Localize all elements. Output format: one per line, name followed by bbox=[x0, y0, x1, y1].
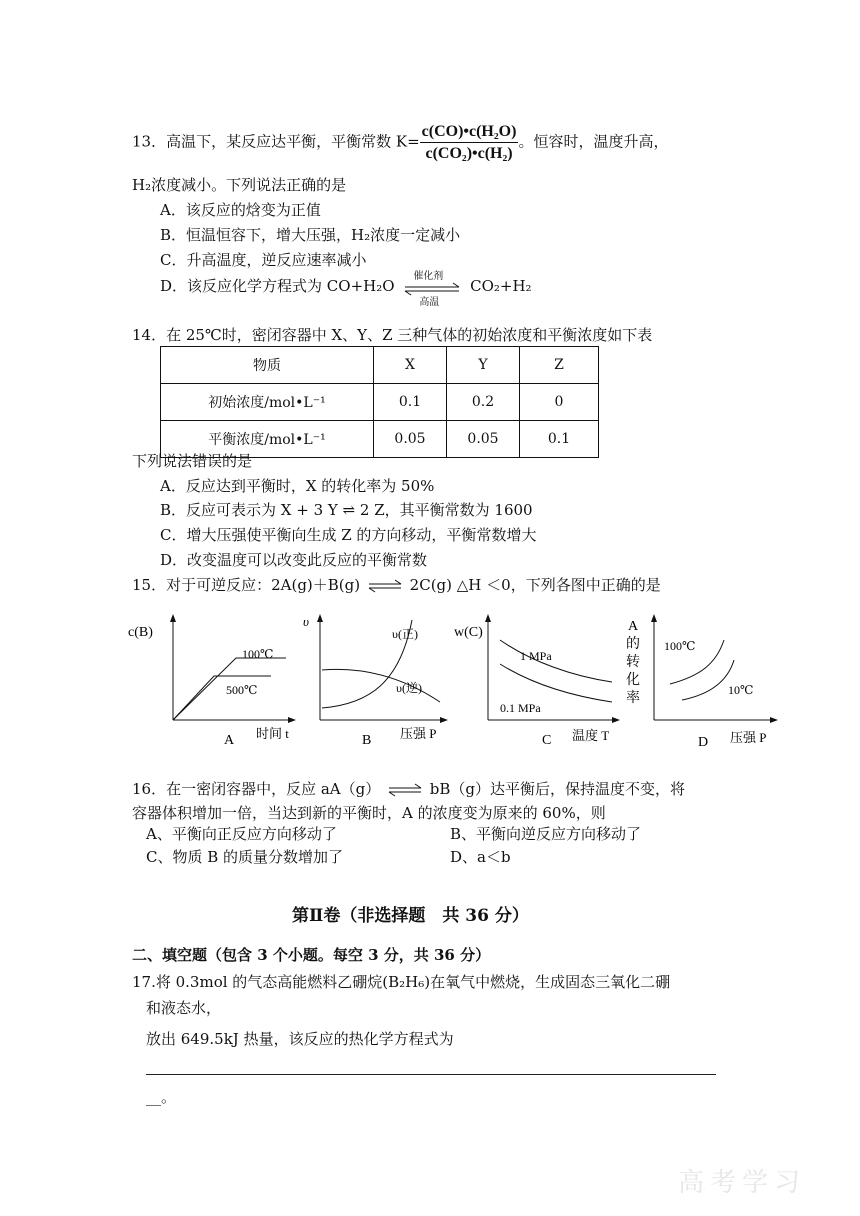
graph-b-curve2: υ(逆) bbox=[396, 681, 422, 695]
curve-1mpa bbox=[500, 640, 612, 682]
q14-option-a: A．反应达到平衡时，X 的转化率为 50% bbox=[160, 477, 435, 495]
q16-option-a: A、平衡向正反应方向移动了 bbox=[146, 825, 337, 843]
graph-c-xlabel: 温度 T bbox=[572, 728, 610, 743]
q15-stem-b: 2C(g) △H ＜0，下列各图中正确的是 bbox=[409, 576, 661, 594]
table-cell: 0.2 bbox=[447, 384, 520, 421]
q16-line1-b: bB（g）达平衡后，保持温度不变，将 bbox=[429, 780, 686, 798]
table-header: 物质 bbox=[161, 347, 374, 384]
table-cell: 0.1 bbox=[520, 421, 599, 458]
graph-d-ylabel: 率 bbox=[626, 691, 640, 706]
graph-a-ylabel: c(B) bbox=[128, 625, 153, 640]
q13-d-text: D．该反应化学方程式为 CO+H₂O bbox=[160, 277, 395, 295]
table-header: X bbox=[374, 347, 447, 384]
answer-blank-line bbox=[146, 1074, 716, 1075]
graph-d-letter: D bbox=[698, 735, 709, 750]
q14-option-b: B．反应可表示为 X + 3 Y ⇌ 2 Z，其平衡常数为 1600 bbox=[160, 501, 533, 519]
section-subtitle: 二、填空题（包含 3 个小题。每空 3 分，共 36 分） bbox=[132, 946, 491, 964]
graph-b-ylabel: υ bbox=[303, 614, 309, 629]
curve-0.1mpa bbox=[500, 664, 612, 702]
catalyst-label: 催化剂 bbox=[413, 271, 444, 282]
graph-d-ylabel: A bbox=[628, 619, 639, 634]
graph-c-curve1: 1 MPa bbox=[520, 649, 552, 663]
graph-c-letter: C bbox=[542, 733, 552, 748]
q13-stem bbox=[132, 122, 668, 163]
fraction-numerator: c(CO)•c(H₂O) bbox=[420, 122, 519, 143]
table-header-row bbox=[161, 347, 599, 384]
section-title: 第Ⅱ卷（非选择题 共 36 分） bbox=[292, 906, 529, 926]
graph-c bbox=[452, 612, 622, 752]
table-row bbox=[161, 384, 599, 421]
reversible-arrow-icon bbox=[365, 579, 405, 593]
table-cell: 0.05 bbox=[447, 421, 520, 458]
table-header: Z bbox=[520, 347, 599, 384]
q13-prefix: 13．高温下，某反应达平衡，平衡常数 K= bbox=[132, 132, 420, 151]
q13-option-d bbox=[160, 271, 532, 308]
q14-after: 下列说法错误的是 bbox=[132, 452, 253, 470]
q17-line3: 放出 649.5kJ 热量，该反应的热化学方程式为 bbox=[146, 1030, 454, 1048]
graph-a-letter: A bbox=[224, 733, 235, 748]
q13-option-b: B．恒温恒容下，增大压强，H₂浓度一定减小 bbox=[160, 226, 461, 244]
x-axis-arrow bbox=[288, 717, 296, 723]
q17-line1: 17.将 0.3mol 的气态高能燃料乙硼烷(B₂H₆)在氧气中燃烧，生成固态三氧化二硼 bbox=[132, 973, 671, 991]
q15-stem bbox=[132, 576, 661, 594]
reversible-arrow-icon bbox=[385, 783, 425, 797]
graph-d-ylabel: 转 bbox=[626, 655, 640, 670]
table-header: Y bbox=[447, 347, 520, 384]
q16-line1 bbox=[132, 780, 685, 798]
table-cell: 初始浓度/mol•L⁻¹ bbox=[161, 384, 374, 421]
reversible-arrow-with-conditions bbox=[399, 271, 465, 308]
graph-d-curve1: 100℃ bbox=[664, 639, 696, 653]
graph-a-curve1: 100℃ bbox=[242, 647, 274, 661]
q13-d-products: CO₂+H₂ bbox=[470, 277, 532, 295]
q13-option-c: C．升高温度，逆反应速率减小 bbox=[160, 251, 367, 269]
graph-b-xlabel: 压强 P bbox=[400, 726, 437, 741]
table-cell: 平衡浓度/mol•L⁻¹ bbox=[161, 421, 374, 458]
graph-b bbox=[300, 612, 450, 752]
graph-a-curve2: 500℃ bbox=[226, 683, 258, 697]
fraction-denominator: c(CO₂)•c(H₂) bbox=[425, 145, 513, 163]
q14-option-c: C．增大压强使平衡向生成 Z 的方向移动，平衡常数增大 bbox=[160, 526, 537, 544]
q15-stem-a: 15．对于可逆反应：2A(g)＋B(g) bbox=[132, 576, 361, 594]
table-cell: 0 bbox=[520, 384, 599, 421]
table-cell: 0.05 bbox=[374, 421, 447, 458]
q14-stem: 14．在 25℃时，密闭容器中 X、Y、Z 三种气体的初始浓度和平衡浓度如下表 bbox=[132, 326, 653, 344]
q13-option-a: A．该反应的焓变为正值 bbox=[160, 201, 321, 219]
graph-d-xlabel: 压强 P bbox=[730, 730, 767, 745]
graph-a-xlabel: 时间 t bbox=[256, 726, 289, 741]
q16-option-d: D、a＜b bbox=[450, 848, 511, 866]
watermark: 高考学习 bbox=[678, 1168, 807, 1198]
y-axis-arrow bbox=[170, 614, 176, 622]
q16-line1-a: 16．在一密闭容器中，反应 aA（g） bbox=[132, 780, 381, 798]
q16-option-c: C、物质 B 的质量分数增加了 bbox=[146, 848, 344, 866]
q17-end: __。 bbox=[146, 1088, 177, 1106]
q16-line2: 容器体积增加一倍，当达到新的平衡时，A 的浓度变为原来的 60%，则 bbox=[132, 804, 606, 822]
q17-line2: 和液态水， bbox=[146, 999, 222, 1017]
q16-option-b: B、平衡向逆反应方向移动了 bbox=[450, 825, 642, 843]
concentration-table bbox=[160, 346, 599, 458]
graph-b-letter: B bbox=[362, 733, 372, 748]
q13-suffix: 。恒容时，温度升高， bbox=[518, 132, 669, 151]
high-temp-label: 高温 bbox=[419, 297, 440, 308]
graph-d bbox=[620, 612, 780, 752]
graph-d-ylabel: 化 bbox=[626, 673, 640, 688]
q13-line2: H₂浓度减小。下列说法正确的是 bbox=[132, 176, 347, 194]
graph-a bbox=[126, 612, 296, 752]
equilibrium-constant-fraction bbox=[420, 122, 519, 163]
q14-option-d: D．改变温度可以改变此反应的平衡常数 bbox=[160, 551, 428, 569]
graph-b-curve1: υ(正) bbox=[392, 627, 418, 641]
table-cell: 0.1 bbox=[374, 384, 447, 421]
graph-c-ylabel: w(C) bbox=[454, 625, 483, 640]
graph-c-curve2: 0.1 MPa bbox=[500, 701, 541, 715]
graph-d-curve2: 10℃ bbox=[728, 683, 754, 697]
graph-d-ylabel: 的 bbox=[626, 637, 640, 652]
